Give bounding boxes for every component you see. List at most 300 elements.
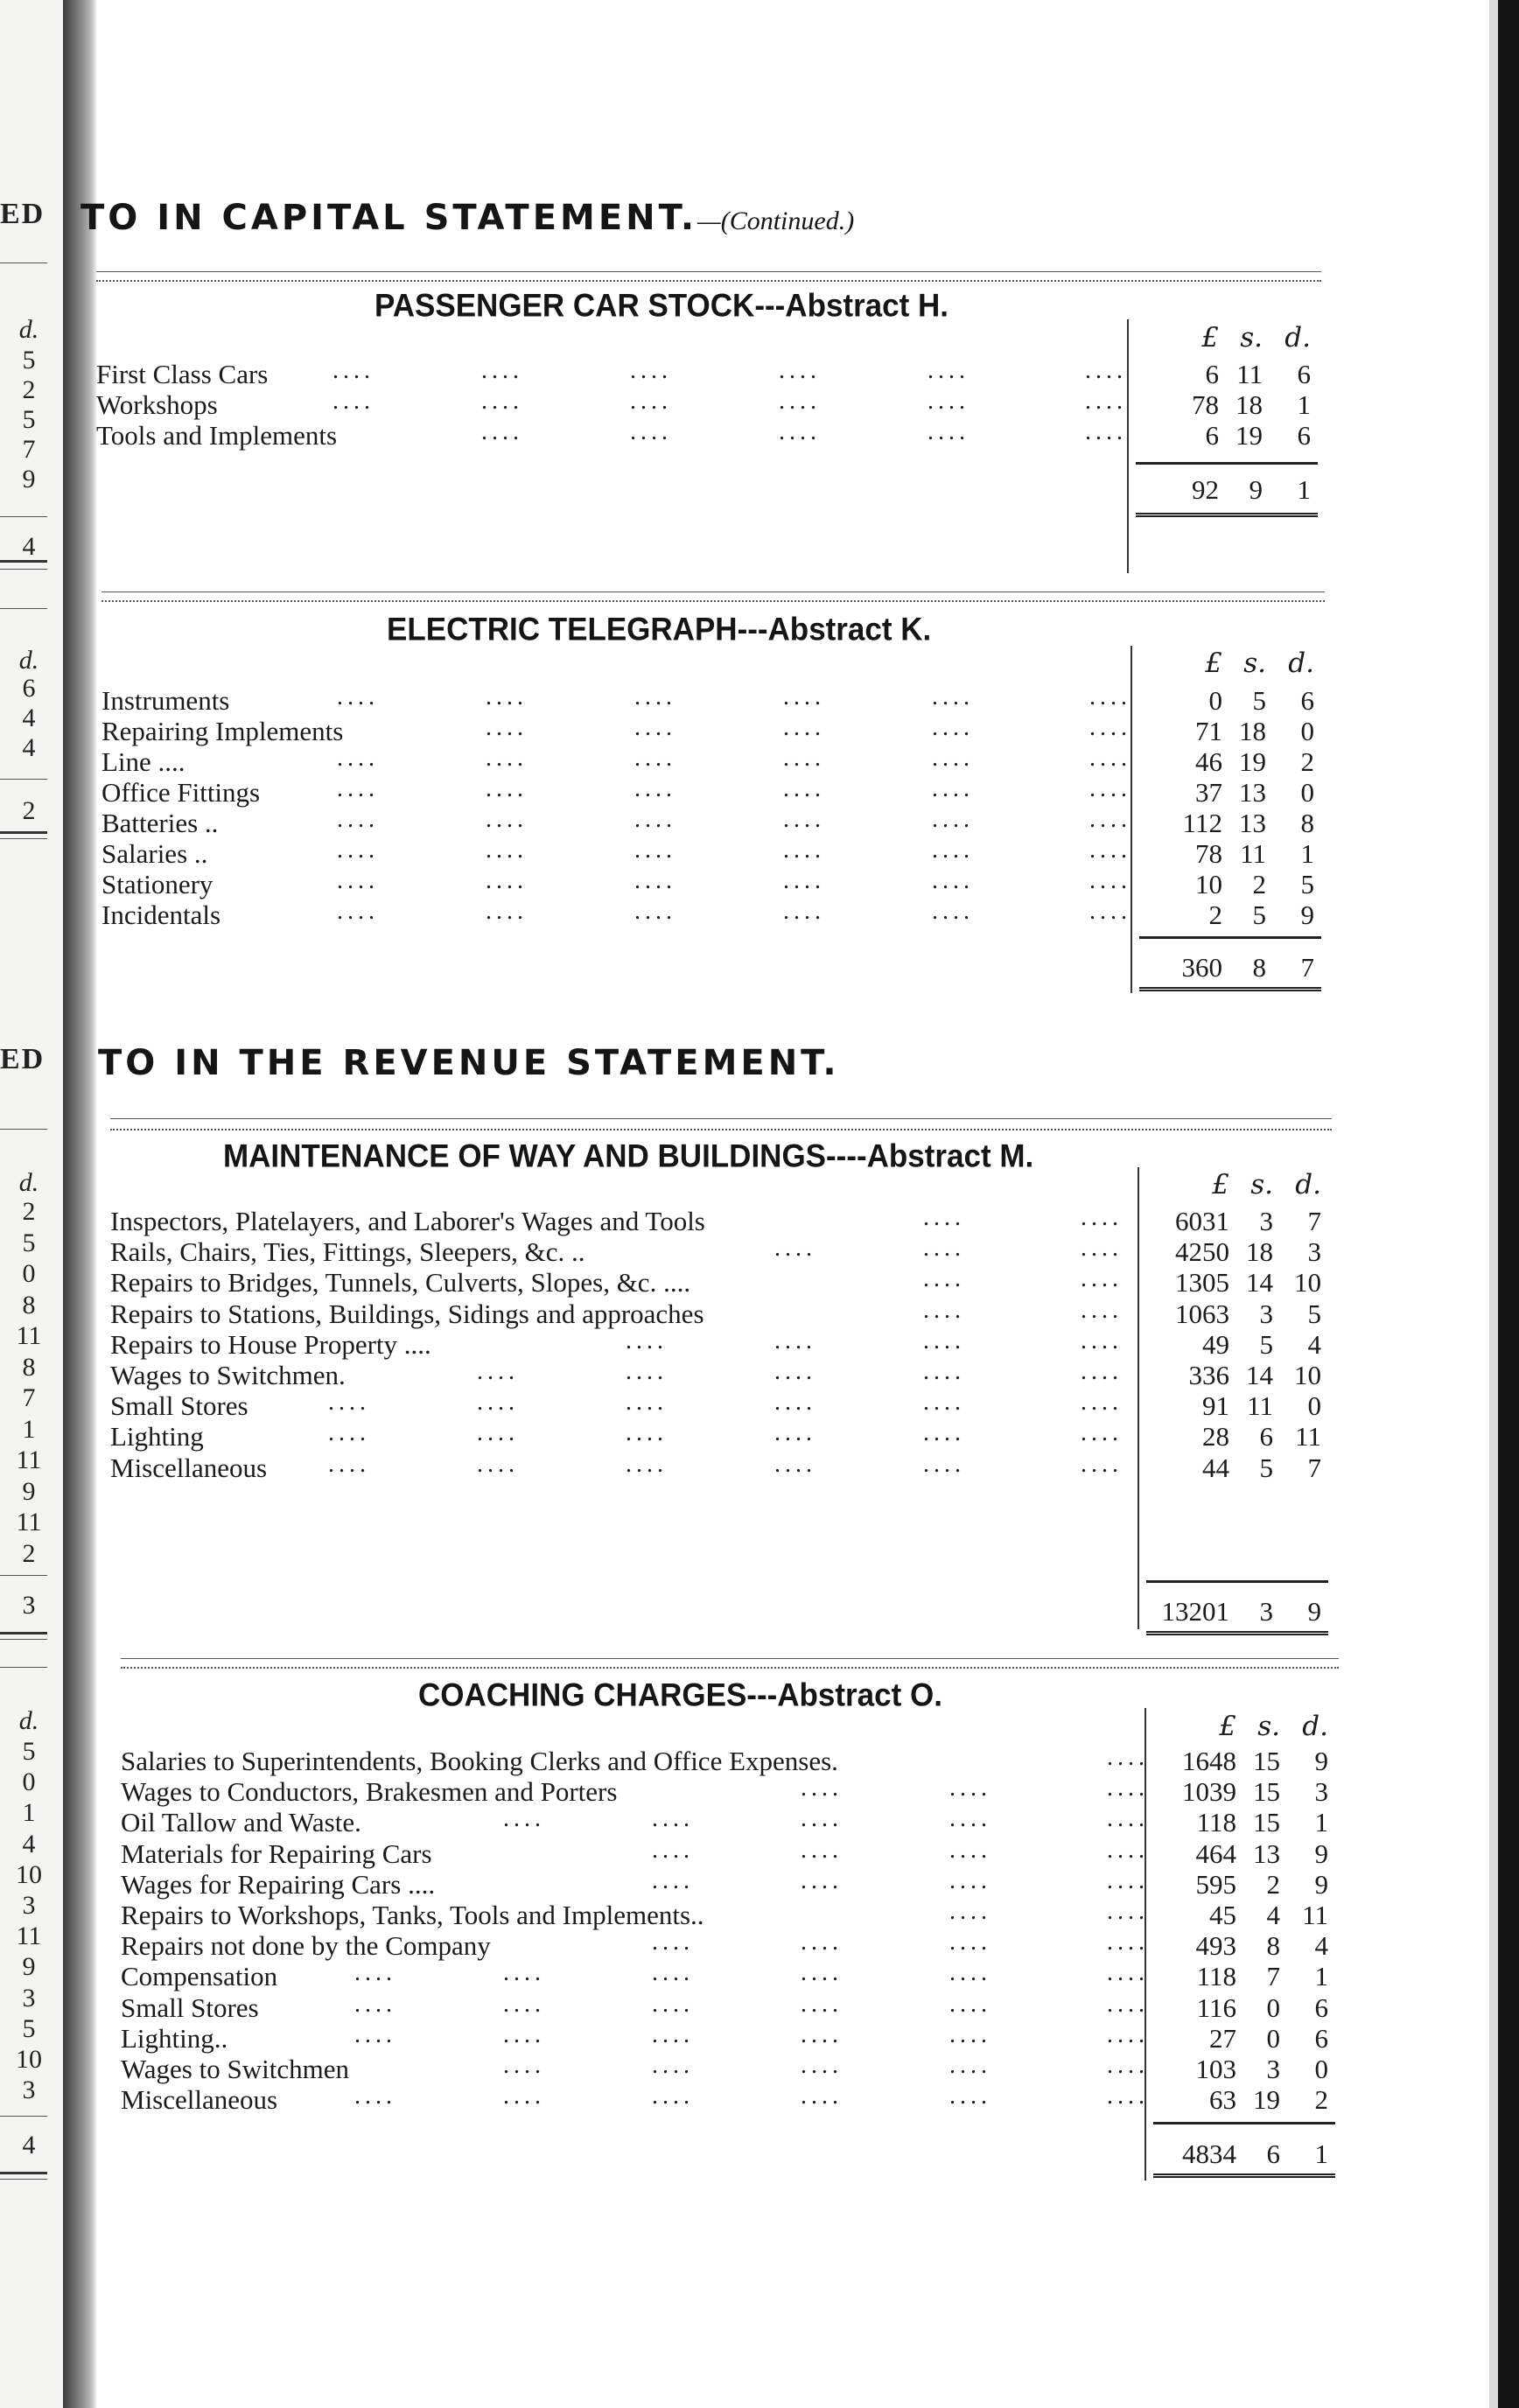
revenue-heading-text: TO IN THE REVENUE STATEMENT. (98, 1043, 840, 1083)
item-label: Workshops (96, 389, 218, 420)
abstract-title: COACHING CHARGES---Abstract O. (418, 1677, 942, 1713)
amount-pounds: 63 (1209, 2084, 1236, 2115)
pence-header: d. (1284, 322, 1311, 354)
item-row (0, 2023, 1488, 2054)
leader-dots: .... (928, 357, 970, 384)
fragment-value: 9 (22, 1477, 36, 1506)
leader-dots: .... (923, 1204, 965, 1231)
amount-pence: 2 (1314, 2084, 1328, 2115)
fragment-rule (0, 2172, 47, 2174)
leader-dots: .... (626, 1451, 668, 1478)
fragment-value: 3 (22, 1984, 36, 2012)
fragment-value: 10 (16, 2045, 42, 2074)
leader-dots: .... (949, 1774, 991, 1802)
amount-pounds: 10 (1195, 869, 1222, 900)
leader-dots: .... (801, 2082, 843, 2110)
amount-pounds: 116 (1196, 1992, 1236, 2023)
leader-dots: .... (1107, 2052, 1149, 2079)
leader-dots: .... (1081, 1389, 1123, 1416)
amount-shillings: 5 (1259, 1452, 1273, 1483)
leader-dots: .... (652, 1867, 694, 1894)
amount-shillings: 18 (1239, 716, 1266, 746)
item-row (0, 420, 1488, 452)
total-row (0, 2138, 1488, 2170)
amount-pounds: 44 (1202, 1452, 1229, 1483)
item-row (0, 1807, 1488, 1838)
fragment-value: 4 (22, 733, 36, 762)
leader-dots: .... (630, 388, 672, 415)
capital-heading-text: TO IN CAPITAL STATEMENT. (80, 198, 698, 238)
leader-dots: .... (801, 2052, 843, 2079)
fragment-total: 3 (22, 1591, 36, 1620)
item-row (0, 1869, 1488, 1900)
amount-pence: 6 (1314, 1992, 1328, 2023)
amount-pence: 5 (1300, 869, 1314, 900)
leader-dots: .... (1107, 2082, 1149, 2110)
leader-dots: .... (337, 867, 379, 894)
leader-dots: .... (486, 775, 528, 802)
fragment-value: 4 (22, 704, 36, 732)
total-rule (1139, 936, 1321, 939)
amount-pence: 5 (1307, 1298, 1321, 1329)
leader-dots: .... (503, 2052, 545, 2079)
amount-pence: 0 (1300, 716, 1314, 746)
item-label: Wages for Repairing Cars .... (121, 1869, 436, 1900)
leader-dots: .... (1089, 867, 1131, 894)
total-shillings: 9 (1249, 474, 1263, 505)
item-label: Wages to Switchmen. (110, 1360, 346, 1390)
amount-pence: 9 (1314, 1746, 1328, 1776)
leader-dots: .... (1085, 388, 1127, 415)
leader-dots: .... (801, 1837, 843, 1864)
leader-dots: .... (932, 683, 974, 710)
leader-dots: .... (1085, 418, 1127, 445)
item-row (0, 1236, 1488, 1268)
total-row (0, 952, 1488, 984)
total-row (0, 474, 1488, 506)
amount-pence: 4 (1307, 1329, 1321, 1360)
amount-pounds: 49 (1202, 1329, 1229, 1360)
fragment-value: 11 (16, 1446, 42, 1474)
fragment-rule (0, 262, 47, 263)
amount-pence: 9 (1314, 1838, 1328, 1869)
fragment-ed-label: ED (0, 1043, 46, 1075)
item-row (0, 1992, 1488, 2024)
fragment-value: 11 (16, 1508, 42, 1536)
leader-dots: .... (634, 867, 676, 894)
leader-dots: .... (1081, 1451, 1123, 1478)
fragment-rule (0, 516, 47, 517)
leader-dots: .... (481, 357, 523, 384)
amount-shillings: 11 (1240, 838, 1266, 869)
leader-dots: .... (932, 898, 974, 925)
leader-dots: .... (652, 1991, 694, 2018)
item-label: Line .... (102, 746, 186, 777)
fragment-value: 3 (22, 2076, 36, 2104)
leader-dots: .... (923, 1419, 965, 1446)
leader-dots: .... (949, 1928, 991, 1956)
section-rule (110, 1118, 1332, 1119)
amount-pounds: 46 (1195, 746, 1222, 777)
leader-dots: .... (634, 683, 676, 710)
fragment-value: 10 (16, 1860, 42, 1889)
leader-dots: .... (477, 1358, 519, 1385)
leader-dots: .... (337, 898, 379, 925)
item-row (0, 1298, 1488, 1330)
section-rule (121, 1658, 1339, 1659)
leader-dots: .... (1107, 1928, 1149, 1956)
amount-pence: 8 (1300, 808, 1314, 838)
leader-dots: .... (354, 1959, 396, 1986)
amount-shillings: 11 (1236, 359, 1263, 389)
leader-dots: .... (949, 2021, 991, 2048)
amount-pence: 10 (1294, 1360, 1321, 1390)
amount-pence: 10 (1294, 1267, 1321, 1298)
leader-dots: .... (337, 806, 379, 833)
amount-pounds: 45 (1209, 1900, 1236, 1930)
leader-dots: .... (354, 2082, 396, 2110)
leader-dots: .... (354, 2021, 396, 2048)
total-pence: 1 (1297, 474, 1311, 505)
pounds-header: £ (1205, 648, 1222, 679)
leader-dots: .... (503, 2021, 545, 2048)
fragment-pence-header: d. (18, 1168, 39, 1197)
amount-pounds: 91 (1202, 1390, 1229, 1421)
amount-pence: 1 (1300, 838, 1314, 869)
amount-shillings: 14 (1246, 1267, 1273, 1298)
item-label: Miscellaneous (121, 2084, 278, 2115)
section-rule-dotted (110, 1129, 1332, 1130)
leader-dots: .... (801, 1805, 843, 1832)
page-edge (1489, 0, 1498, 2408)
leader-dots: .... (1089, 714, 1131, 741)
item-row (0, 1206, 1488, 1237)
leader-dots: .... (486, 714, 528, 741)
fragment-rule (0, 1129, 47, 1130)
leader-dots: .... (1107, 2021, 1149, 2048)
amount-pence: 1 (1297, 389, 1311, 420)
amount-pence: 6 (1297, 420, 1311, 451)
leader-dots: .... (1107, 1959, 1149, 1986)
total-shillings: 3 (1259, 1596, 1273, 1627)
item-row (0, 685, 1488, 717)
amount-pence: 1 (1314, 1807, 1328, 1838)
fragment-value: 11 (16, 1922, 42, 1950)
shillings-header: s. (1243, 648, 1266, 679)
leader-dots: .... (923, 1451, 965, 1478)
leader-dots: .... (1081, 1358, 1123, 1385)
fragment-value: 1 (22, 1415, 36, 1444)
amount-pounds: 1648 (1182, 1746, 1236, 1776)
fragment-rule (0, 2116, 47, 2117)
item-label: Materials for Repairing Cars (121, 1838, 432, 1869)
amount-shillings: 14 (1246, 1360, 1273, 1390)
leader-dots: .... (949, 1805, 991, 1832)
leader-dots: .... (928, 418, 970, 445)
leader-dots: .... (477, 1451, 519, 1478)
leader-dots: .... (783, 775, 825, 802)
amount-pence: 0 (1307, 1390, 1321, 1421)
fragment-rule (0, 569, 47, 570)
leader-dots: .... (1081, 1327, 1123, 1354)
leader-dots: .... (801, 1991, 843, 2018)
fragment-value: 8 (22, 1353, 36, 1382)
amount-shillings: 19 (1253, 2084, 1280, 2115)
amount-pence: 11 (1295, 1421, 1321, 1452)
amount-pounds: 493 (1195, 1930, 1236, 1961)
section-rule-dotted (96, 280, 1321, 282)
leader-dots: .... (774, 1389, 816, 1416)
amount-pence: 9 (1300, 900, 1314, 930)
amount-shillings: 15 (1253, 1807, 1280, 1838)
leader-dots: .... (779, 357, 821, 384)
leader-dots: .... (1089, 775, 1131, 802)
total-pence: 7 (1300, 952, 1314, 983)
leader-dots: .... (337, 745, 379, 772)
leader-dots: .... (328, 1451, 370, 1478)
leader-dots: .... (652, 2052, 694, 2079)
item-label: Repairs to Stations, Buildings, Sidings and approaches (110, 1298, 704, 1329)
abstract-title: PASSENGER CAR STOCK---Abstract H. (374, 288, 948, 324)
amount-shillings: 19 (1239, 746, 1266, 777)
total-pence: 9 (1307, 1596, 1321, 1627)
item-label: Repairs to Bridges, Tunnels, Culverts, Slopes, &c. .... (110, 1267, 691, 1298)
leader-dots: .... (652, 1837, 694, 1864)
fragment-pence-header: d. (18, 646, 39, 675)
fragment-rule (0, 560, 47, 563)
total-rule (1153, 2122, 1335, 2124)
amount-shillings: 13 (1239, 777, 1266, 808)
leader-dots: .... (1107, 1837, 1149, 1864)
fragment-rule (0, 1632, 47, 1634)
amount-pence: 0 (1314, 2054, 1328, 2084)
leader-dots: .... (503, 1959, 545, 1986)
leader-dots: .... (634, 836, 676, 864)
fragment-value: 0 (22, 1768, 36, 1796)
amount-shillings: 6 (1259, 1421, 1273, 1452)
leader-dots: .... (1081, 1235, 1123, 1262)
shillings-header: s. (1250, 1169, 1273, 1200)
amount-pounds: 37 (1195, 777, 1222, 808)
leader-dots: .... (801, 1867, 843, 1894)
leader-dots: .... (949, 2082, 991, 2110)
item-label: Rails, Chairs, Ties, Fittings, Sleepers, &c. .. (110, 1236, 585, 1267)
amount-pounds: 78 (1192, 389, 1219, 420)
leader-dots: .... (652, 1959, 694, 1986)
fragment-rule (0, 608, 47, 609)
fragment-pence-header: d. (18, 1706, 39, 1735)
leader-dots: .... (932, 714, 974, 741)
leader-dots: .... (779, 418, 821, 445)
item-label: Compensation (121, 1961, 278, 1992)
leader-dots: .... (923, 1389, 965, 1416)
item-row (0, 1961, 1488, 1992)
leader-dots: .... (928, 388, 970, 415)
amount-shillings: 13 (1239, 808, 1266, 838)
leader-dots: .... (783, 806, 825, 833)
fragment-value: 9 (22, 465, 36, 494)
total-double-rule (1136, 513, 1318, 517)
leader-dots: .... (634, 806, 676, 833)
leader-dots: .... (949, 1991, 991, 2018)
amount-shillings: 19 (1236, 420, 1263, 451)
amount-pence: 3 (1307, 1236, 1321, 1267)
fragment-value: 5 (22, 405, 36, 434)
item-label: Miscellaneous (110, 1452, 268, 1483)
capital-statement-heading (80, 198, 854, 238)
total-shillings: 6 (1266, 2138, 1280, 2169)
leader-dots: .... (1089, 745, 1131, 772)
fragment-value: 5 (22, 346, 36, 374)
item-row (0, 1776, 1488, 1808)
leader-dots: .... (774, 1235, 816, 1262)
capital-heading-continued: —(Continued.) (697, 206, 855, 235)
amount-pounds: 71 (1195, 716, 1222, 746)
amount-pounds: 78 (1195, 838, 1222, 869)
fragment-value: 5 (22, 1737, 36, 1766)
total-pence: 1 (1314, 2138, 1328, 2169)
leader-dots: .... (1107, 1867, 1149, 1894)
leader-dots: .... (486, 898, 528, 925)
item-row (0, 1900, 1488, 1931)
leader-dots: .... (923, 1265, 965, 1292)
leader-dots: .... (626, 1389, 668, 1416)
leader-dots: .... (486, 867, 528, 894)
amount-pounds: 118 (1196, 1961, 1236, 1992)
item-row (0, 808, 1488, 839)
amount-pounds: 6 (1205, 420, 1219, 451)
leader-dots: .... (932, 806, 974, 833)
leader-dots: .... (328, 1419, 370, 1446)
leader-dots: .... (1107, 1805, 1149, 1832)
item-label: Repairs to House Property .... (110, 1329, 431, 1360)
item-label: Salaries to Superintendents, Booking Clerks and Office Expenses. (121, 1746, 838, 1776)
leader-dots: .... (801, 2021, 843, 2048)
item-label: Office Fittings (102, 777, 261, 808)
shillings-header: s. (1240, 322, 1263, 354)
scan-border (1498, 0, 1519, 2408)
leader-dots: .... (932, 775, 974, 802)
leader-dots: .... (949, 1959, 991, 1986)
amount-shillings: 15 (1253, 1776, 1280, 1807)
fragment-value: 1 (22, 1798, 36, 1827)
amount-pounds: 2 (1208, 900, 1222, 930)
leader-dots: .... (486, 745, 528, 772)
item-row (0, 1329, 1488, 1361)
leader-dots: .... (774, 1451, 816, 1478)
leader-dots: .... (783, 898, 825, 925)
amount-pence: 6 (1300, 685, 1314, 716)
item-row (0, 1390, 1488, 1422)
leader-dots: .... (486, 836, 528, 864)
leader-dots: .... (1089, 683, 1131, 710)
amount-shillings: 15 (1253, 1746, 1280, 1776)
item-row (0, 1267, 1488, 1298)
leader-dots: .... (932, 867, 974, 894)
leader-dots: .... (1081, 1265, 1123, 1292)
leader-dots: .... (1089, 836, 1131, 864)
section-rule-dotted (102, 600, 1325, 602)
fragment-rule (0, 2179, 47, 2180)
leader-dots: .... (774, 1419, 816, 1446)
total-pounds: 92 (1192, 474, 1219, 505)
item-row (0, 2054, 1488, 2085)
fragment-rule (0, 1639, 47, 1640)
leader-dots: .... (477, 1419, 519, 1446)
leader-dots: .... (486, 683, 528, 710)
section-rule-dotted (121, 1667, 1339, 1669)
pounds-header: £ (1212, 1169, 1229, 1200)
item-label: Lighting.. (121, 2023, 228, 2054)
amount-shillings: 5 (1252, 900, 1266, 930)
item-row (0, 2084, 1488, 2116)
amount-shillings: 2 (1252, 869, 1266, 900)
amount-pounds: 112 (1182, 808, 1222, 838)
total-rule (1146, 1580, 1328, 1583)
item-label: Wages to Switchmen (121, 2054, 349, 2084)
abstract-title: ELECTRIC TELEGRAPH---Abstract K. (387, 612, 932, 648)
leader-dots: .... (626, 1358, 668, 1385)
pounds-header: £ (1201, 322, 1219, 354)
amount-pounds: 0 (1208, 685, 1222, 716)
amount-shillings: 3 (1266, 2054, 1280, 2084)
fragment-value: 4 (22, 1830, 36, 1858)
item-row (0, 1930, 1488, 1962)
leader-dots: .... (503, 1805, 545, 1832)
amount-pence: 7 (1307, 1206, 1321, 1236)
fragment-total: 2 (22, 796, 36, 825)
fragment-ed-label: ED (0, 198, 46, 230)
amount-pounds: 28 (1202, 1421, 1229, 1452)
item-label: Batteries .. (102, 808, 219, 838)
amount-pounds: 6 (1205, 359, 1219, 389)
leader-dots: .... (626, 1327, 668, 1354)
fragment-total: 4 (22, 2131, 36, 2160)
item-row (0, 777, 1488, 808)
item-label: Repairs not done by the Company (121, 1930, 491, 1961)
leader-dots: .... (949, 1837, 991, 1864)
fragment-value: 0 (22, 1259, 36, 1288)
leader-dots: .... (652, 1928, 694, 1956)
pence-header: d. (1302, 1711, 1328, 1742)
amount-pence: 6 (1297, 359, 1311, 389)
leader-dots: .... (634, 714, 676, 741)
fragment-pence-header: d. (18, 315, 39, 344)
amount-shillings: 18 (1246, 1236, 1273, 1267)
fragment-value: 2 (22, 1197, 36, 1226)
amount-pence: 6 (1314, 2023, 1328, 2054)
fragment-value: 2 (22, 375, 36, 404)
amount-pounds: 1305 (1175, 1267, 1229, 1298)
fragment-value: 7 (22, 1383, 36, 1412)
item-row (0, 900, 1488, 931)
leader-dots: .... (332, 388, 374, 415)
revenue-statement-heading (98, 1043, 840, 1083)
total-rule (1136, 462, 1318, 465)
pence-header: d. (1295, 1169, 1321, 1200)
amount-pounds: 1063 (1175, 1298, 1229, 1329)
amount-pence: 11 (1302, 1900, 1328, 1930)
item-label: Instruments (102, 685, 230, 716)
fragment-rule (0, 1667, 47, 1668)
item-row (0, 746, 1488, 778)
leader-dots: .... (477, 1389, 519, 1416)
section-rule (96, 271, 1321, 272)
item-label: Repairing Implements (102, 716, 344, 746)
item-label: Wages to Conductors, Brakesmen and Porters (121, 1776, 618, 1807)
amount-pence: 1 (1314, 1961, 1328, 1992)
total-pounds: 4834 (1182, 2138, 1236, 2169)
